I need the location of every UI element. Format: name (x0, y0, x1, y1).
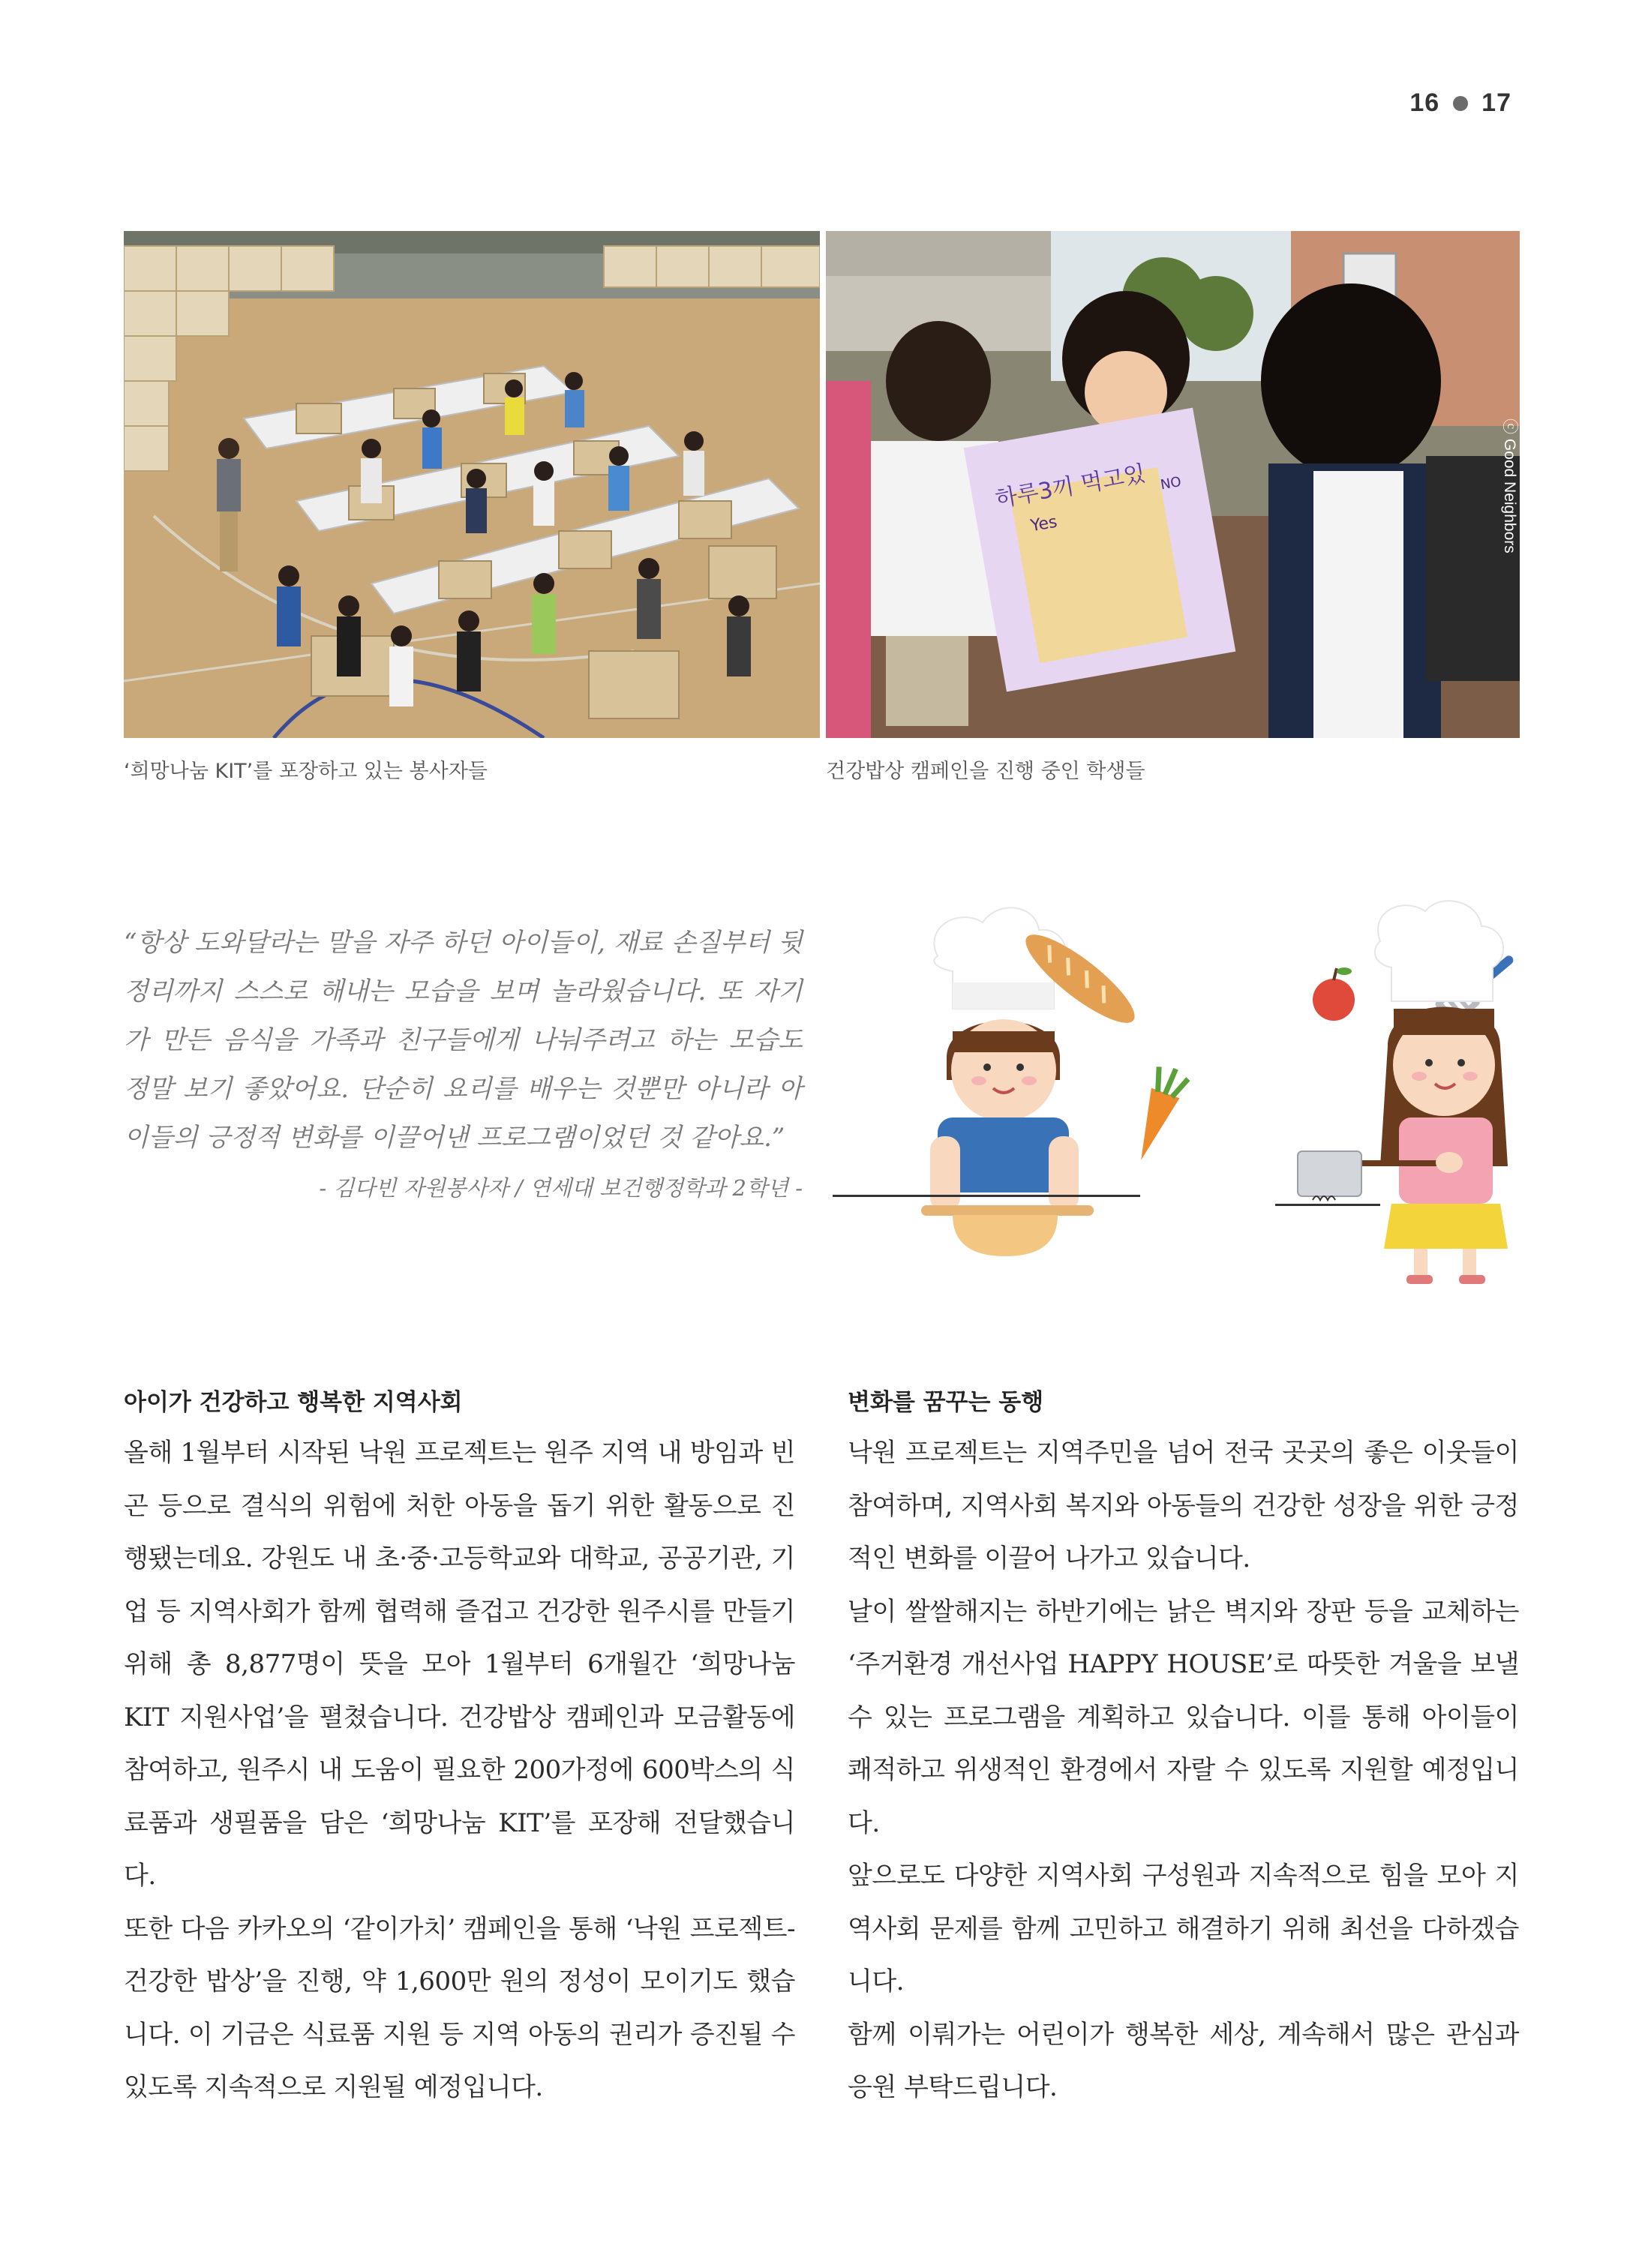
volunteers-packing-photo (124, 231, 820, 738)
section-heading: 변화를 꿈꾸는 동행 (848, 1389, 1044, 1416)
sign-yes: Yes (1029, 512, 1059, 536)
quote-author: - 김다빈 자원봉사자 / 연세대 보건행정학과 2학년 - (319, 1175, 803, 1201)
students-campaign-image (826, 231, 1520, 738)
page-separator-dot (1453, 96, 1468, 111)
paragraph: 앞으로도 다양한 지역사회 구성원과 지속적으로 힘을 모아 지역사회 문제를 함께 고민하고 해결하기 위해 최선을 다하겠습니다. (848, 1861, 1519, 1996)
paragraph: 날이 쌀쌀해지는 하반기에는 낡은 벽지와 장판 등을 교체하는 ‘주거환경 개선사업 HAPPY HOUSE’로 따뜻한 겨울을 보낼 수 있는 프로그램을 계획하고 있습니다. 이를 통해 아이들이 쾌적하고 위생적인 환경에서 자랄 수 있도록 지원할 예정입니다. (848, 1596, 1519, 1838)
photo-caption-students: 건강밥상 캠페인을 진행 중인 학생들 (826, 760, 1145, 783)
volunteer-quote (124, 919, 803, 1213)
paragraph: 올해 1월부터 시작된 낙원 프로젝트는 원주 지역 내 방임과 빈곤 등으로 결식의 위험에 처한 아동을 돕기 위한 활동으로 진행됐는데요. 강원도 내 초·중·고등학교와 대학교, 공공기관, 기업 등 지역사회가 함께 협력해 즐겁고 건강한 원주시를 만들기 위해 총 8,877명이 뜻을 모아 1월부터 6개월간 ‘희망나눔 KIT 지원사업’을 펼쳤습니다. 건강밥상 캠페인과 모금활동에 참여하고, 원주시 내 도움이 필요한 200가정에 600박스의 식료품과 생필품을 담은 ‘희망나눔 KIT’를 포장해 전달했습니다. (124, 1438, 795, 1891)
boy-chef-figure (833, 908, 1140, 1256)
students-campaign-photo (826, 231, 1520, 738)
paragraph: 낙원 프로젝트는 지역주민을 넘어 전국 곳곳의 좋은 이웃들이 참여하며, 지역사회 복지와 아동들의 건강한 성장을 위한 긍정적인 변화를 이끌어 나가고 있습니다. (848, 1438, 1519, 1574)
section-heading: 아이가 건강하고 행복한 지역사회 (124, 1389, 463, 1416)
section-healthy-community (124, 1386, 795, 2114)
paragraph: 함께 이뤄가는 어린이가 행복한 세상, 계속해서 많은 관심과 응원 부탁드립니다. (848, 2019, 1519, 2102)
cooking-kids-drawing (833, 896, 1538, 1286)
sign-no: NO (1159, 473, 1183, 494)
paragraph: 또한 다음 카카오의 ‘같이가치’ 캠페인을 통해 ‘낙원 프로젝트-건강한 밥상’을 진행, 약 1,600만 원의 정성이 모이기도 했습니다. 이 기금은 식료품 지원 등 지역 아동의 권리가 증진될 수 있도록 지속적으로 지원될 예정입니다. (124, 1913, 795, 2102)
volunteers-packing-image (124, 231, 820, 738)
photo-caption-volunteers: ‘희망나눔 KIT’를 포장하고 있는 봉사자들 (124, 760, 488, 783)
girl-chef-figure (1275, 901, 1508, 1284)
section-companionship (848, 1386, 1519, 2114)
page-numbers (1409, 88, 1511, 118)
cooking-kids-illustration (833, 896, 1538, 1286)
photo-credit: ⓒ Good Neighbors (1501, 418, 1518, 554)
page-number-right: 17 (1481, 88, 1511, 117)
page-number-left: 16 (1409, 88, 1440, 117)
quote-text: “항상 도와달라는 말을 자주 하던 아이들이, 재료 손질부터 뒷정리까지 스스로 해내는 모습을 보며 놀라웠습니다. 또 자기가 만든 음식을 가족과 친구들에게 나눠주려고 하는 모습도 정말 보기 좋았어요. 단순히 요리를 배우는 것뿐만 아니라 아이들의 긍정적 변화를 이끌어낸 프로그램이었던 것 같아요.” (124, 928, 803, 1153)
sign-text: 하루3끼 먹고있 (993, 460, 1148, 513)
